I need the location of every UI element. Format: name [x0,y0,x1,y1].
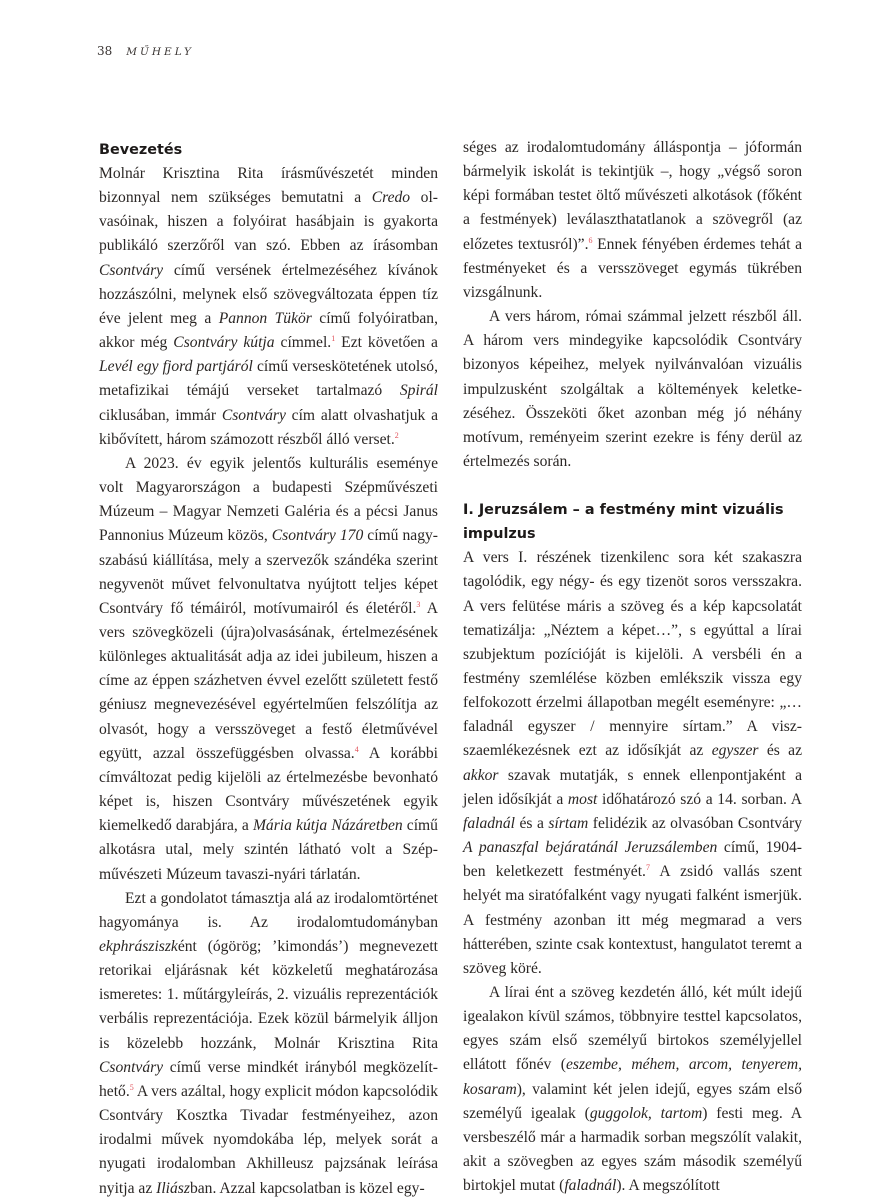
paragraph: séges az irodalomtudomány álláspontja – jóformán bármelyik iskolát is tekintjük –, hogy „végső soron képi formában testet öltő művészeti alkotások (főként a festmények) leválaszthatatlanok a szövegről (az előzetes textusról)”.$^6$ Ennek fényében érdemes tehát a festményeket és a versszöveget egymás tükrében vizsgálnunk. [463,139,803,301]
page-number: 38 [97,44,113,58]
italic-text: Csontváry [221,406,286,424]
italic-text: akkor [463,766,499,784]
paragraph: A vers három, római számmal jelzett részből áll. A három vers mindegyike kapcsolódik Csontváry bizonyos képeihez, melyek nyilvánvalóan vizuális impulzusként szolgáltak a költemények keletkezéséhez. Összeköti őket azonban még jó néhány motívum, reményeim szerint ezekre is fény derül az értelmezés során. [463,308,802,471]
heading-section-1: I. Jeruzsálem – a festmény mint vizuális impulzus [463,502,784,543]
italic-text: Pannon Tükör [218,309,312,327]
heading-introduction: Bevezetés [99,142,183,158]
italic-text: eszembe, méhem, arcom, tenyerem, kosaram [463,1056,802,1098]
italic-text: faladnál [564,1177,617,1195]
italic-text: guggolok, tartom [589,1104,703,1122]
italic-text: A panaszfal bejáratánál Jeruzsálemben [463,839,718,857]
italic-text: Csontváry kútja [173,334,275,352]
italic-text: Csontváry [99,1058,164,1076]
italic-text: Spirál [399,382,438,400]
italic-text: Iliász [156,1179,190,1197]
footnote-marker: 1 [331,333,336,343]
italic-text: ekphrásziszk [99,938,178,955]
italic-text: Csontváry [99,261,164,279]
italic-text: faladnál [463,814,515,832]
italic-text: Levél egy fjord partjáról [99,358,253,376]
paragraph: A lírai ént a szöveg kezdetén álló, két múlt idejű igealakon kívül számos, többnyire testtel kapcsolatos, egyes szám első személyű birtokos személyjellel ellátott főnév (eszembe, méhem, arcom, tenyerem, kosaram), valamint két jelen idejű, egyes szám első személyű igealak (guggolok, tartom) festi meg. A versbeszélő már a harmadik sorban megszólít valakit, akit a szövegben az egyes szám második személyű birtokjel mutat (faladnál). A megszólított [463,984,802,1195]
right-column [463,136,802,1198]
running-head [97,44,194,58]
italic-text: Csontváry 170 [271,527,364,545]
paragraph: A vers I. részének tizenkilenc sora két szakaszra tagolódik, egy négy- és egy tizenöt soros versszakra. A vers felütése máris a szöveg és a kép kapcsolatát tematizálja: „Néztem a képet…”, s egyúttal a lírai szubjektum pozícióját is kijelöli. A versbéli én a festmény szemlélése közben emlékszik vissza egy felfokozott érzelmi állapotban megélt eseményre: „…faladnál egyszer / mennyire sírtam.” A viszszaemlékezésnek ezt az idősíkját az egyszer és az akkor szavak mutatják, s ennek ellenpontjaként a jelen idősíkját a most időhatározó szó a 14. sorban. A faladnál és a sírtam felidézik az olvasóban Csontváry A panaszfal bejáratánál Jeruzsálemben című, 1904-ben keletkezett festményét.$^7$ A zsidó vallás szent helyét ma siratófalként vagy nyugati falként ismerjük. A festmény azonban itt még megmarad a vers hátterében, szinte csak kontextust, hangulatot teremt a szöveg köré. [463,549,802,977]
footnote-marker: 3 [416,599,421,609]
footnote-marker: 5 [129,1082,134,1092]
footnote-marker: 4 [354,744,359,754]
italic-text: Mária kútja Názáretben [252,817,403,835]
italic-text: most [567,790,598,808]
paragraph: Molnár Krisztina Rita írásművészetét minden bizonnyal nem szükséges bemutatni a Credo olvasóinak, hiszen a folyóirat hasábjain is gyakorta publikáló szerzőről van szó. Ebben az írásomban Csontváry című versének értelmezéséhez kívánok hozzászólni, melynek első szövegváltozata éppen tíz éve jelent meg a Pannon Tükör című folyóiratban, akkor még Csontváry kútja címmel.$^1$ Ezt követően a Levél egy fjord partjáról című verseskötetének utolsó, metafizikai témájú verseket tartalmazó Spirál ciklusában, immár Csontváry cím alatt olvashatjuk a kibővített, három számozott részből álló verset.$^2$ [99,165,439,448]
italic-text: sírtam [548,814,589,832]
footnote-marker: 6 [588,235,593,245]
section-title: MŰHELY [126,46,194,58]
italic-text: Credo [371,189,411,207]
left-column [99,138,438,1201]
footnote-marker: 2 [394,430,399,440]
italic-text: egyszer [711,742,759,760]
footnote-marker: 7 [645,863,650,873]
paragraph: Ezt a gondolatot támasztja alá az irodalomtörténet hagyománya is. Az irodalomtudományban ekphrásziszként (ógörög; ’kimondás’) megnevezett retorikai eljárásnak két közkeletű meghatározása ismeretes: 1. műtárgyleírás, 2. vizuális reprezentációk verbális reprezentációja. Ezek közül bármelyik álljon is közelebb hozzánk, Molnár Krisztina Rita Csontváry című verse mindkét irányból megközelíthető.$^5$ A vers azáltal, hogy explicit módon kapcsolódik Csontváry Kosztka Tivadar festményeihez, azon irodalmi művek nyomdokába lép, melyek sorát a nyugati irodalomban Akhilleusz pajzsának leírása nyitja az Iliászban. Azzal kapcsolatban is közel egy- [99,889,438,1197]
paragraph: A 2023. év egyik jelentős kulturális eseménye volt Magyarországon a budapesti Szépművészeti Múzeum – Magyar Nemzeti Galéria és a pécsi Janus Pannonius Múzeum közös, Csontváry 170 című nagyszabású kiállítása, mely a szervezők szándéka szerint negyvenöt művet felvonultatva nyújtott teljes képet Csontváry fő témáiról, motívumairól és életéről.$^3$ A vers szövegközeli (újra)olvasásának, értelmezésének különleges aktualitását adja az idei jubileum, hiszen a címe az éppen százhetven évvel ezelőtt született festő géniusz megnevezésével egyértelműen felszólítja az olvasót, hogy a versszöveget a festő életművével együtt, azzal összefüggésben olvassa.$^4$ A korábbi címváltozat pedig kijelöli az értelmezésbe bevonható képet is, hiszen Csontváry művészetének egyik kiemelkedő darabjára, a Mária kútja Názáretben című alkotásra utal, mely szintén látható volt a Szépművészeti Múzeum tavaszi-nyári tárlatán. [99,454,438,883]
